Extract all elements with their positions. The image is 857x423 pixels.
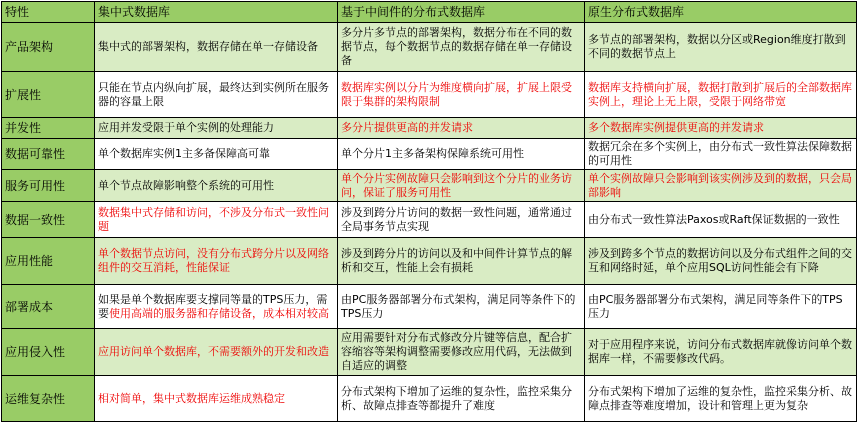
cell-text: 涉及到跨分片访问的数据一致性问题，通常通过全局事务节点实现 [341, 205, 572, 233]
cell-text: 由PC服务器部署分布式架构，满足同等条件下的TPS压力 [588, 292, 843, 320]
cell-native [585, 118, 857, 139]
table-row [2, 238, 857, 285]
cell-middleware [338, 72, 585, 118]
table-row [2, 285, 857, 329]
cell-text: 多节点的部署架构，数据以分区或Region维度打散到不同的数据节点上 [588, 33, 846, 60]
cell-native [585, 285, 857, 329]
highlight-text: 数据库支持横向扩展，数据打散到扩展后的全部数据库实例上，理论上无上限，受限于网络带宽 [588, 80, 852, 108]
cell-text: 应用需要针对分布式修改分片键等信息，配合扩容缩容等架构调整需要修改应用代码，无法做到自适应的调整 [341, 331, 572, 372]
cell-native [585, 329, 857, 376]
cell-text: 单个数据库实例1主多备保障高可靠 [98, 147, 270, 160]
cell-middleware [338, 285, 585, 329]
cell-text: 数据冗余在多个实例上，由分布式一致性算法保障数据的可用性 [588, 140, 852, 167]
cell-centralized [95, 376, 338, 422]
cell-middleware [338, 238, 585, 285]
cell-text: 只能在节点内纵向扩展，最终达到实例所在服务器的容量上限 [98, 80, 329, 108]
header-centralized: 集中式数据库 [95, 2, 338, 23]
cell-middleware [338, 329, 585, 376]
cell-middleware [338, 139, 585, 170]
feature-label: 部署成本 [2, 285, 95, 329]
highlight-text: 数据库实例以分片为维度横向扩展，扩展上限受限于集群的架构限制 [341, 80, 572, 108]
highlight-text: 多个数据库实例提供更高的并发请求 [588, 121, 764, 134]
table-row [2, 202, 857, 238]
highlight-text: 数据集中式存储和访问，不涉及分布式一致性问题 [98, 205, 329, 233]
cell-text: 单个节点故障影响整个系统的可用性 [98, 178, 274, 192]
cell-centralized [95, 139, 338, 170]
feature-label: 应用侵入性 [2, 329, 95, 376]
highlight-text: 单个实例故障只会影响到该实例涉及到的数据，只会局部影响 [588, 171, 852, 199]
header-feature: 特性 [2, 2, 95, 23]
highlight-text: 单个分片实例故障只会影响到这个分片的业务访问，保证了服务可用性 [341, 171, 572, 199]
cell-centralized [95, 72, 338, 118]
cell-middleware [338, 23, 585, 72]
cell-text: 涉及到跨分片的访问以及和中间件计算节点的解析和交互，性能上会有损耗 [341, 247, 572, 274]
cell-text: 分布式架构下增加了运维的复杂性，监控采集分析、故障点排查等都提升了难度 [341, 384, 572, 412]
cell-middleware [338, 202, 585, 238]
cell-native [585, 170, 857, 202]
table-row [2, 72, 857, 118]
cell-middleware [338, 170, 585, 202]
feature-label: 服务可用性 [2, 170, 95, 202]
cell-centralized [95, 23, 338, 72]
cell-middleware [338, 376, 585, 422]
table-header-row [2, 2, 857, 23]
cell-text: 分布式架构下增加了运维的复杂性，监控采集分析、故障点排查等难度增加，设计和管理上更为复杂 [588, 384, 852, 412]
feature-label: 扩展性 [2, 72, 95, 118]
cell-centralized [95, 170, 338, 202]
cell-native [585, 238, 857, 285]
table-row [2, 329, 857, 376]
header-middleware: 基于中间件的分布式数据库 [338, 2, 585, 23]
highlight-text: 单个数据节点访问，没有分布式跨分片以及网络组件的交互消耗，性能保证 [98, 247, 329, 274]
cell-centralized [95, 202, 338, 238]
cell-centralized [95, 285, 338, 329]
feature-label: 并发性 [2, 118, 95, 139]
highlight-text: 应用访问单个数据库，不需要额外的开发和改造 [98, 345, 329, 358]
cell-centralized [95, 118, 338, 139]
table-row [2, 376, 857, 422]
table-row [2, 23, 857, 72]
table-body [2, 23, 857, 422]
cell-centralized [95, 329, 338, 376]
highlight-text: 相对简单，集中式数据库运维成熟稳定 [98, 391, 285, 405]
cell-centralized [95, 238, 338, 285]
feature-label: 产品架构 [2, 23, 95, 72]
cell-text: 对于应用程序来说，访问分布式数据库就像访问单个数据库一样，不需要修改代码。 [588, 338, 852, 365]
cell-text: 由PC服务器部署分布式架构，满足同等条件下的TPS压力 [341, 292, 576, 320]
table-row [2, 170, 857, 202]
cell-native [585, 139, 857, 170]
cell-text: 涉及到跨多个节点的数据访问以及分布式组件之间的交互和网络时延，单个应用SQL访问性能会有下降 [588, 247, 852, 274]
cell-middleware [338, 118, 585, 139]
highlight-text: 使用高端的服务器和存储设备，成本相对较高 [109, 306, 329, 320]
feature-label: 运维复杂性 [2, 376, 95, 422]
cell-text: 多分片多节点的部署架构，数据分布在不同的数据节点，每个数据节点的数据存储在单一存储设备 [341, 26, 572, 67]
highlight-text: 多分片提供更高的并发请求 [341, 121, 473, 134]
cell-native [585, 376, 857, 422]
cell-text: 由分布式一致性算法Paxos或Raft保证数据的一致性 [588, 212, 840, 226]
feature-label: 数据可靠性 [2, 139, 95, 170]
cell-text: 如果是单个数据库要支撑同等量的TPS压力，需要 [98, 292, 328, 320]
table-row [2, 118, 857, 139]
cell-text: 单个分片1主多备架构保障系统可用性 [341, 147, 524, 160]
header-native: 原生分布式数据库 [585, 2, 857, 23]
feature-label: 数据一致性 [2, 202, 95, 238]
cell-native [585, 202, 857, 238]
cell-native [585, 72, 857, 118]
feature-label: 应用性能 [2, 238, 95, 285]
cell-native [585, 23, 857, 72]
table-row [2, 139, 857, 170]
cell-text: 集中式的部署架构，数据存储在单一存储设备 [98, 40, 318, 53]
cell-text: 应用并发受限于单个实例的处理能力 [98, 121, 274, 134]
comparison-table [1, 1, 857, 422]
